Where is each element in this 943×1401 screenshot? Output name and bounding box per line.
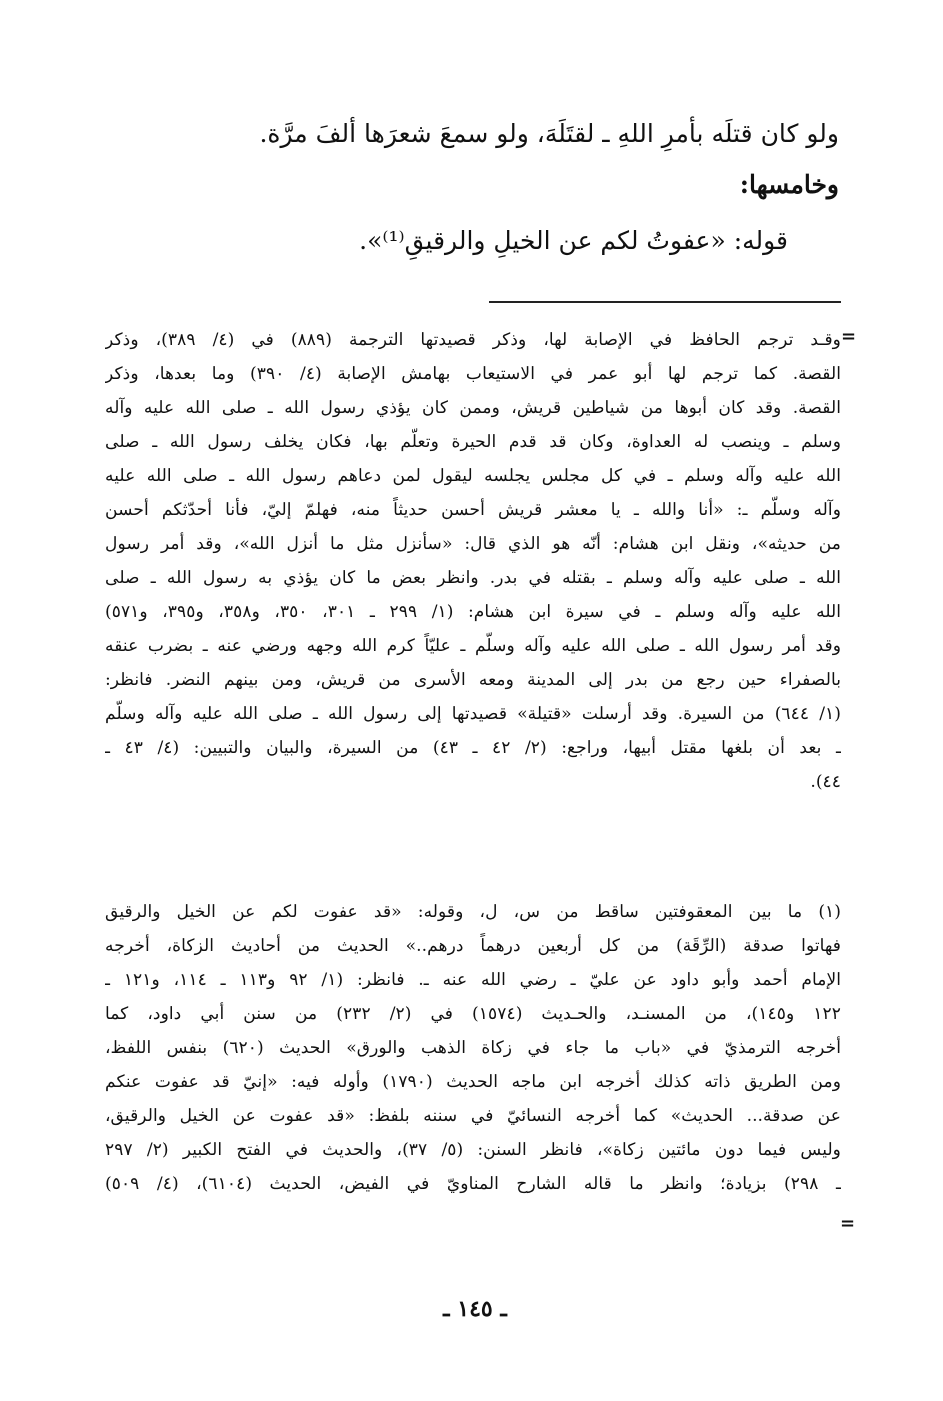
continuation-marker: = xyxy=(841,326,857,347)
page-number: ـ ١٤٥ ـ xyxy=(443,1296,507,1322)
footnote-continued xyxy=(105,323,841,799)
footnote-line: بالصفراء حين رجع من بدر إلى المدينة ومعه الأسرى من قريش، ومن بينهم النضر. فانظر: xyxy=(105,670,841,690)
footnote-line: الله عليه وآله وسلم ـ في سيرة ابن هشام: (١/ ٢٩٩ ـ ٣٠١، ٣٥٠، و٣٥٨، و٣٩٥، و٥٧١) xyxy=(105,602,841,622)
footnote-line: القصة. وقد كان أبوها من شياطين قريش، وممن كان يؤذي رسول الله ـ صلى الله عليه وآله xyxy=(105,398,841,418)
footnote-line: فهاتوا صدقة (الرِّقَة) من كل أربعين درهماً درهم..» الحديث من أحاديث الزكاة، أخرجه xyxy=(105,936,841,956)
footnote-line: (١) ما بين المعقوفتين ساقط من س، ل، وقوله: «قد عفوت لكم عن الخيل والرقيق xyxy=(105,902,841,922)
footnote-line: وآله وسلّم ـ: «أنا والله ـ يا معشر قريش أحسن حديثاً منه، فهلمّ إليّ، فأنا أحدّثكم أحسن xyxy=(105,500,841,520)
footnote-separator xyxy=(489,301,841,303)
end-continuation-marker: = xyxy=(840,1213,856,1234)
footnote-line: وليس فيما دون مائتين زكاة»، فانظر السنن: (٥/ ٣٧)، والحديث في الفتح الكبير (٢/ ٢٩٧ xyxy=(105,1140,841,1160)
footnote-line: ٤٤). xyxy=(810,772,841,792)
footnote-line: ومن الطريق ذاته كذلك أخرجه ابن ماجه الحديث (١٧٩٠) وأوله فيه: «إنيّ قد عفوت عنكم xyxy=(105,1072,841,1092)
footnote-line: الإمام أحمد وأبو داود عن عليّ ـ رضي الله عنه ـ. فانظر: (١/ ٩٢ و١١٣ ـ ١١٤، و١٢١ ـ xyxy=(105,970,841,990)
footnote-1 xyxy=(105,895,841,1201)
main-text-line-3: قوله: «عفوتُ لكم عن الخيلِ والرقيقِ⁽¹⁾». xyxy=(359,226,788,255)
footnote-line: من حديثه»، ونقل ابن هشام: أنّه هو الذي قال: «سأنزل مثل ما أنزل الله»، وقد أمر رسول xyxy=(105,534,841,554)
footnote-line: الله عليه وآله وسلم ـ في كل مجلس يجلسه ليقول لمن دعاهم رسول الله ـ صلى الله عليه xyxy=(105,466,841,486)
footnote-line: ١٢٢ و١٤٥)، من المسنـد، والحـديث (١٥٧٤) في (٢/ ٢٣٢) من سنن أبي داود، كما xyxy=(105,1004,841,1024)
footnote-line: وقـد ترجم الحافظ في الإصابة لها، وذكر قصيدتها الترجمة (٨٨٩) في (٤/ ٣٨٩)، وذكر xyxy=(105,330,841,350)
footnote-line: (١/ ٦٤٤) من السيرة. وقد أرسلت «قتيلة» قصيدتها إلى رسول الله ـ صلى الله عليه وآله وسلّم xyxy=(105,704,841,724)
footnote-line: القصة. كما ترجم لها أبو عمر في الاستيعاب بهامش الإصابة (٤/ ٣٩٠) وما بعدها، وذكر xyxy=(105,364,841,384)
footnote-line: ـ بعد أن بلغها مقتل أبيها، وراجع: (٢/ ٤٢ ـ ٤٣) من السيرة، والبيان والتبيين: (٤/ ٤٣ ـ xyxy=(105,738,841,758)
footnote-line: وسلم ـ وينصب له العداوة، وكان قد قدم الحيرة وتعلّم بها، فكان يخلف رسول الله ـ صلى xyxy=(105,432,841,452)
footnote-line: أخرجه الترمذيّ في «باب ما جاء في زكاة الذهب والورق» الحديث (٦٢٠) بنفس اللفظ، xyxy=(105,1038,841,1058)
footnote-line: الله ـ صلى عليه وآله وسلم ـ بقتله في بدر. وانظر بعض ما كان يؤذي به رسول الله ـ صلى xyxy=(105,568,841,588)
footnote-line: عن صدقة... الحديث» كما أخرجه النسائيّ في سننه بلفظ: «قد عفوت عن الخيل والرقيق، xyxy=(105,1106,841,1126)
section-heading: وخامسها: xyxy=(739,170,839,199)
footnote-line: وقد أمر رسول الله ـ صلى الله عليه وآله وسلّم ـ عليّاً كرم الله وجهه ورضي عنه ـ بضرب عنقه xyxy=(105,636,841,656)
footnote-line: ـ ٢٩٨) بزيادة؛ وانظر ما قاله الشارح المناويّ في الفيض، الحديث (٦١٠٤)، (٤/ ٥٠٩) xyxy=(105,1174,841,1194)
main-text-line-1: ولو كان قتلَه بأمرِ اللهِ ـ لقتَلَهَ، ولو سمعَ شعرَها ألفَ مرَّة. xyxy=(259,119,839,148)
